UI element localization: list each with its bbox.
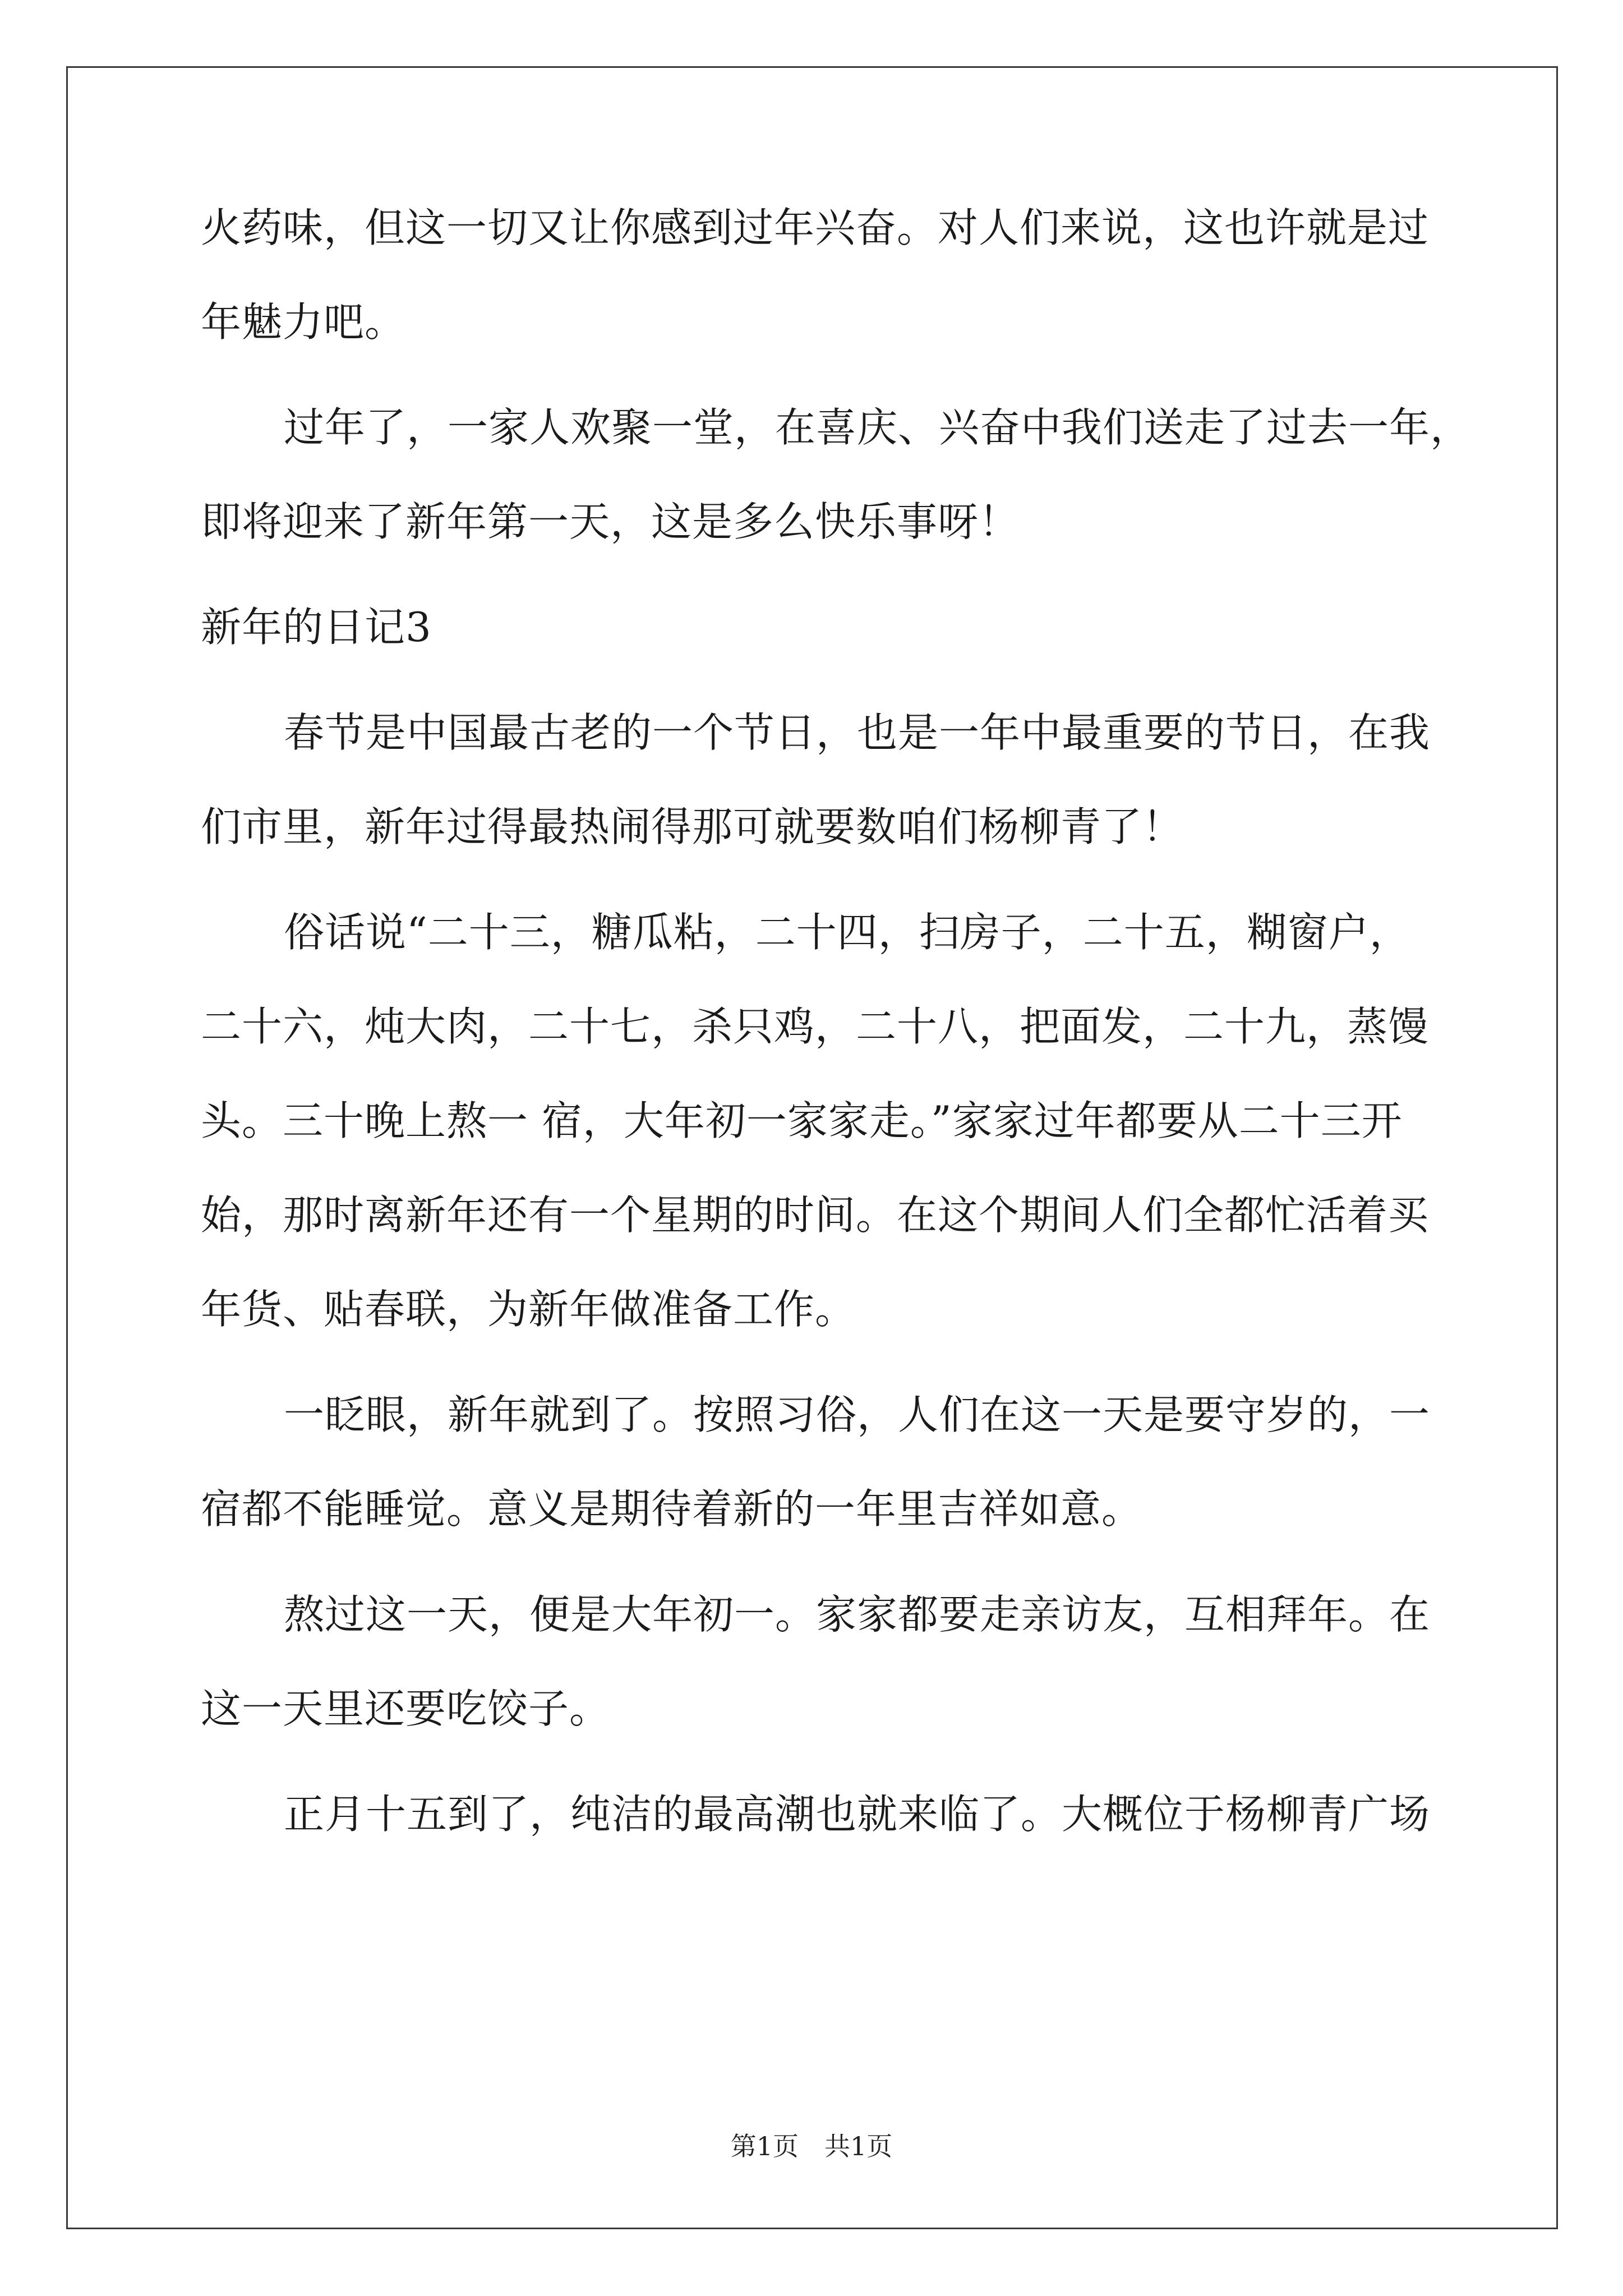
- text-line: 宿都不能睡觉。意义是期待着新的一年里吉祥如意。: [201, 1485, 1143, 1533]
- paragraph-start-line: 一眨眼，新年就到了。按照习俗，人们在这一天是要守岁的，一: [284, 1391, 1431, 1438]
- text-line: 二十六，炖大肉，二十七，杀只鸡，二十八，把面发，二十九，蒸馒: [201, 1003, 1430, 1050]
- text-line: 即将迎来了新年第一天，这是多么快乐事呀！: [201, 498, 1020, 545]
- paragraph-start-line: 俗话说“二十三，糖瓜粘，二十四，扫房子，二十五，糊窗户，: [284, 909, 1410, 956]
- text-line: 火药味，但这一切又让你感到过年兴奋。对人们来说，这也许就是过: [201, 204, 1430, 251]
- text-line: 们市里，新年过得最热闹得那可就要数咱们杨柳青了！: [201, 803, 1184, 850]
- paragraph-start-line: 熬过这一天，便是大年初一。家家都要走亲访友，互相拜年。在: [284, 1591, 1431, 1638]
- paragraph-start-line: 过年了，一家人欢聚一堂，在喜庆、兴奋中我们送走了过去一年，: [284, 404, 1472, 451]
- text-line: 年魅力吧。: [201, 298, 406, 346]
- page-border: [66, 66, 1558, 2229]
- text-line: 年货、贴春联，为新年做准备工作。: [201, 1286, 856, 1333]
- page-footer: [0, 2133, 1623, 2159]
- text-line: 这一天里还要吃饺子。: [201, 1685, 611, 1732]
- paragraph-start-line: 春节是中国最古老的一个节日，也是一年中最重要的节日，在我: [284, 709, 1431, 756]
- text-line: 头。三十晚上熬一 宿，大年初一家家走。”家家过年都要从二十三开: [201, 1097, 1403, 1144]
- paragraph-start-line: 正月十五到了，纯洁的最高潮也就来临了。大概位于杨柳青广场: [284, 1791, 1431, 1838]
- section-title: 新年的日记3: [201, 604, 432, 651]
- text-line: 始，那时离新年还有一个星期的时间。在这个期间人们全都忙活着买: [201, 1191, 1430, 1239]
- page-number-label: 第1页 共1页: [730, 2131, 893, 2161]
